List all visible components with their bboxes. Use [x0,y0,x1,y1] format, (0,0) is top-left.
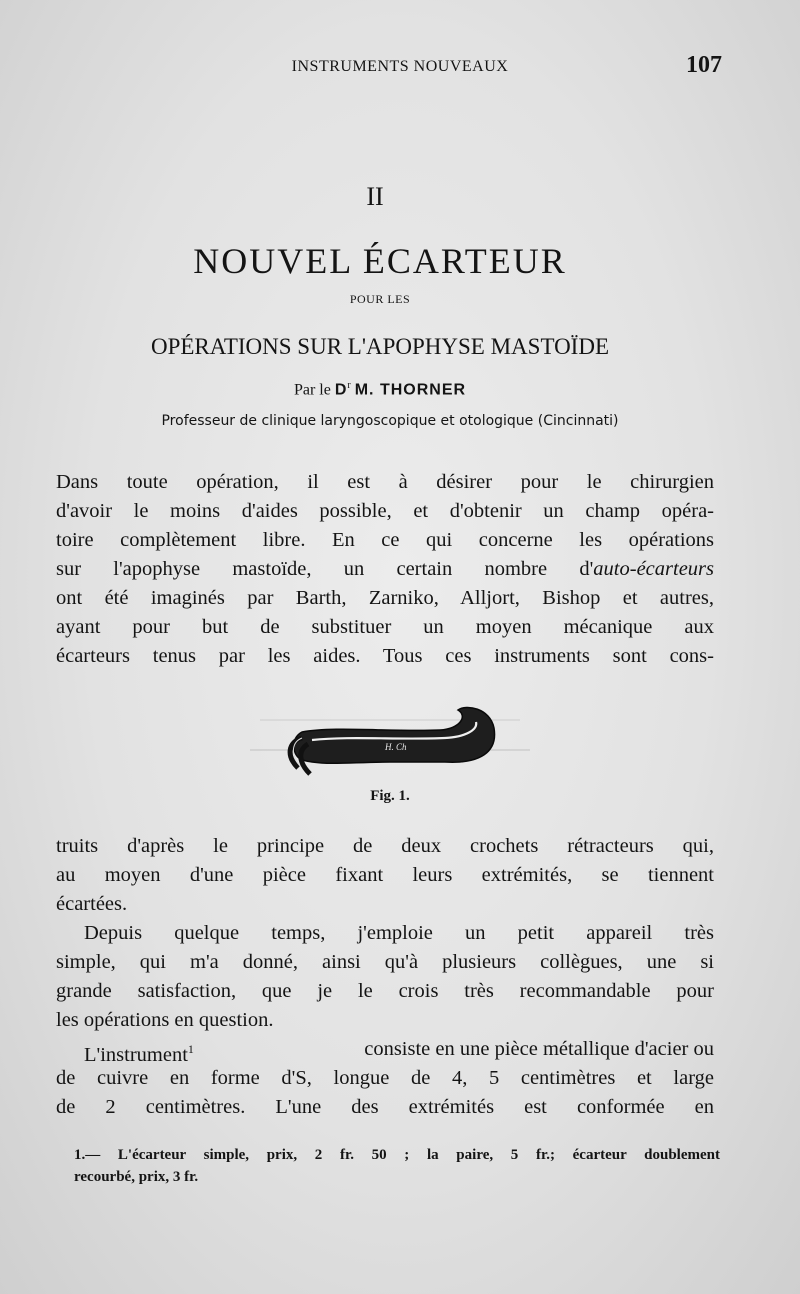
figure-1 [240,690,540,795]
body-line: écarteurs tenus par les aides. Tous ces instruments sont cons- [56,645,714,667]
footnote-line: 1.— L'écarteur simple, prix, 2 fr. 50 ; la paire, 5 fr.; écarteur doublement [74,1147,720,1163]
engraver-mark: H. Ch [385,742,407,752]
page-number: 107 [686,52,722,78]
body-line: au moyen d'une pièce fixant leurs extrémités, se tiennent [56,864,714,886]
figure-caption: Fig. 1. [370,788,410,804]
byline-title: D [334,381,348,399]
byline-prefix: Par le [293,381,331,399]
byline-title-sup: r [347,380,351,391]
body-line: truits d'après le principe de deux crochets rétracteurs qui, [56,835,714,857]
body-line [56,555,714,584]
body-line-text: L'instrument$^1$ [84,1042,194,1066]
body-line: ont été imaginés par Barth, Zarniko, Alljort, Bishop et autres, [56,587,714,609]
section-number: II [366,182,384,211]
body-line-text: consiste en une pièce métallique d'acier ou [364,1038,714,1060]
body-line: de 2 centimètres. L'une des extrémités est conformée en [56,1096,714,1118]
body-line: ayant pour but de substituer un moyen mécanique aux [56,616,714,638]
title-connector: POUR LES [349,292,411,306]
body-line-text: sur l'apophyse mastoïde, un certain nombre d' [56,558,594,580]
body-line: toire complètement libre. En ce qui concerne les opérations [56,529,714,551]
body-line: écartées. [56,893,128,915]
body-line: Dans toute opération, il est à désirer pour le chirurgien [56,471,714,493]
author-affiliation: Professeur de clinique laryngoscopique et otologique (Cincinnati) [161,413,619,429]
author-name: M. THORNER [354,381,467,399]
article-title: NOUVEL ÉCARTEUR [193,241,567,281]
body-line: Depuis quelque temps, j'emploie un petit appareil très [84,922,714,944]
footnote-ref: 1 [187,1042,194,1056]
body-line: simple, qui m'a donné, ainsi qu'à plusieurs collègues, une si [56,951,714,973]
body-line: d'avoir le moins d'aides possible, et d'obtenir un champ opéra- [56,500,714,522]
body-line: de cuivre en forme d'S, longue de 4, 5 centimètres et large [56,1067,714,1089]
author-byline [0,380,760,399]
italic-term: auto-écarteurs [593,558,714,580]
body-line: les opérations en question. [56,1009,274,1031]
body-line: grande satisfaction, que je le crois très recommandable pour [56,980,714,1002]
footnote-line: recourbé, prix, 3 fr. [74,1169,199,1185]
running-header: INSTRUMENTS NOUVEAUX [291,58,509,75]
article-subtitle: OPÉRATIONS SUR L'APOPHYSE MASTOÏDE [150,334,610,359]
retractor-illustration [240,690,540,790]
